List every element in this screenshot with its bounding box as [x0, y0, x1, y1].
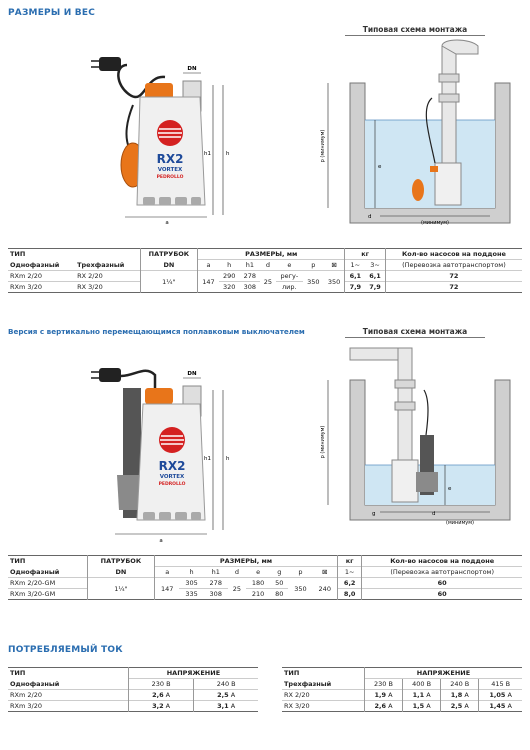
t2-r1-single: RXm 2/20-GM — [8, 578, 87, 589]
pump2-maker-text: PEDROLLO — [158, 482, 186, 487]
t2-col-h1: h1 — [204, 567, 228, 578]
t2-r2-kg1: 8,0 — [338, 589, 362, 600]
schema-title-divider-1 — [345, 35, 485, 36]
c2-r1-v3: 1,05 — [489, 691, 506, 699]
c2-r2-u3: A — [507, 702, 512, 710]
pump-brand-text: RX2 — [156, 152, 184, 166]
schema1-min-label: (минимум) — [421, 220, 449, 226]
c2-r1-u0: A — [388, 691, 393, 699]
dim2-h1-label: h1 — [204, 456, 211, 462]
t1-r1-single: RXm 2/20 — [8, 271, 75, 282]
dim-h-label: h — [226, 151, 230, 157]
th-col-p: p — [303, 260, 324, 271]
c2-r1-u2: A — [464, 691, 469, 699]
pump2-brand-text: RX2 — [158, 459, 186, 473]
th-count: Кол-во насосов на поддоне — [385, 249, 522, 260]
dimensions-table-1 — [8, 248, 522, 293]
current-table-three — [282, 667, 522, 712]
t1-e-value-1: регу- — [276, 271, 303, 282]
schema2-min-label: (минимум) — [446, 520, 474, 526]
schema2-e-label: e — [448, 486, 452, 492]
t2-r2-g: 80 — [270, 589, 288, 600]
t1-r1-three: RX 2/20 — [75, 271, 140, 282]
c2-v3: 415 В — [479, 679, 522, 690]
c1-r2-u1: A — [230, 702, 236, 710]
t1-r2-count: 72 — [385, 282, 522, 293]
dim2-h-label: h — [226, 456, 230, 462]
t2-r1-kg1: 6,2 — [338, 578, 362, 589]
c1-v1: 240 В — [194, 679, 258, 690]
t1-r1-count: 72 — [385, 271, 522, 282]
pump-drawing-1 — [85, 45, 235, 225]
t1-r1-kg3: 6,1 — [365, 271, 385, 282]
pump-maker-text: PEDROLLO — [156, 175, 184, 180]
c1-r1-u1: A — [230, 691, 236, 699]
c2-r2-v3: 1,45 — [489, 702, 506, 710]
t2-dn-value: 1¼" — [87, 578, 154, 600]
t2-r2-h1: 308 — [204, 589, 228, 600]
t1-r2-kg3: 7,9 — [365, 282, 385, 293]
t2-d-value: 25 — [228, 578, 246, 600]
t2-a-value: 147 — [154, 578, 179, 600]
c1-r1-v1: 2,5 — [217, 691, 229, 699]
t1-dn-value: 1¼" — [140, 271, 197, 293]
c2-r1-v1: 1,1 — [412, 691, 425, 699]
th-col-x: ⊠ — [324, 260, 345, 271]
t1-r2-kg1: 7,9 — [345, 282, 365, 293]
t2-col-x: ⊠ — [313, 567, 338, 578]
t2-th-branch: ПАТРУБОК — [87, 556, 154, 567]
th-type: ТИП — [10, 250, 26, 259]
schema1-p-label: p (минимум) — [320, 129, 326, 163]
t1-e-value-2: лир. — [276, 282, 303, 293]
c2-th-phase: Трехфазный — [284, 679, 332, 688]
install-schema-2 — [320, 340, 520, 530]
th-branch: ПАТРУБОК — [140, 249, 197, 260]
c1-th-voltage: НАПРЯЖЕНИЕ — [128, 668, 258, 679]
schema-title-1: Типовая схема монтажа — [362, 25, 468, 34]
t2-r2-single: RXm 3/20-GM — [8, 589, 87, 600]
c1-v0: 230 В — [128, 679, 193, 690]
t1-r2-h: 320 — [219, 282, 240, 293]
dim2-a-label: a — [159, 538, 163, 544]
pump2-model-text: VORTEX — [159, 474, 185, 480]
c1-r2-v1: 3,1 — [217, 702, 229, 710]
c2-v0: 230 В — [364, 679, 402, 690]
schema1-e-label: e — [378, 164, 382, 170]
t1-x-value: 350 — [324, 271, 345, 293]
th-kg: кг — [345, 249, 385, 260]
th-transport: (Перевозка автотранспортом) — [385, 260, 522, 271]
t2-r1-g: 50 — [270, 578, 288, 589]
t2-th-kg: кг — [338, 556, 362, 567]
dim-a-label: a — [165, 220, 169, 225]
install-schema-1 — [320, 38, 520, 228]
dimensions-table-2 — [8, 555, 522, 600]
c2-r2-v0: 2,6 — [374, 702, 386, 710]
t2-r2-h: 335 — [179, 589, 203, 600]
t2-col-a: a — [154, 567, 179, 578]
c2-r1-u1: A — [426, 691, 431, 699]
dim-dn-label: DN — [187, 66, 197, 72]
th-col-a: a — [198, 260, 219, 271]
t2-col-d: d — [228, 567, 246, 578]
schema-title-2: Типовая схема монтажа — [362, 327, 468, 336]
schema-title-divider-2 — [345, 337, 485, 338]
t1-p-value: 350 — [303, 271, 324, 293]
c2-v1: 400 В — [403, 679, 441, 690]
c2-r1-v0: 1,9 — [374, 691, 386, 699]
t1-a-value: 147 — [198, 271, 219, 293]
th-single: Однофазный — [10, 260, 60, 269]
c2-r1-u3: A — [507, 691, 512, 699]
c1-r2-v0: 3,2 — [152, 702, 164, 710]
c1-r2-type: RXm 3/20 — [8, 701, 128, 712]
c1-r1-v0: 2,6 — [152, 691, 164, 699]
schema1-d-label: d — [368, 214, 372, 220]
th-dims: РАЗМЕРЫ, мм — [198, 249, 345, 260]
c2-r1-v2: 1,8 — [450, 691, 463, 699]
t1-r2-three: RX 3/20 — [75, 282, 140, 293]
c2-th-voltage: НАПРЯЖЕНИЕ — [364, 668, 522, 679]
t2-col-e: e — [246, 567, 270, 578]
th-col-h: h — [219, 260, 240, 271]
c2-th-type: ТИП — [284, 669, 300, 678]
pump-model-text: VORTEX — [157, 167, 183, 173]
t2-th-single: Однофазный — [10, 567, 60, 576]
current-table-single — [8, 667, 258, 712]
c2-r2-v2: 2,5 — [450, 702, 463, 710]
t2-r2-count: 60 — [362, 589, 522, 600]
c1-th-type: ТИП — [10, 669, 26, 678]
th-kg1: 1~ — [345, 260, 365, 271]
pump-drawing-2 — [85, 360, 235, 545]
c1-th-phase: Однофазный — [10, 679, 60, 688]
c1-r1-type: RXm 2/20 — [8, 690, 128, 701]
t2-th-count: Кол-во насосов на поддоне — [362, 556, 522, 567]
c1-r2-u0: A — [165, 702, 171, 710]
t2-r1-e: 180 — [246, 578, 270, 589]
t2-r2-e: 210 — [246, 589, 270, 600]
c2-v2: 240 В — [441, 679, 479, 690]
t2-col-p: p — [288, 567, 312, 578]
t2-x-value: 240 — [313, 578, 338, 600]
t1-d-value: 25 — [260, 271, 275, 293]
c2-r2-v1: 1,5 — [412, 702, 425, 710]
t2-col-g: g — [270, 567, 288, 578]
t2-th-type: ТИП — [10, 557, 26, 566]
section-title-dimensions: РАЗМЕРЫ И ВЕС — [8, 8, 95, 18]
t2-th-dims: РАЗМЕРЫ, мм — [154, 556, 337, 567]
th-col-e: e — [276, 260, 303, 271]
t1-r2-h1: 308 — [240, 282, 261, 293]
t1-r1-kg1: 6,1 — [345, 271, 365, 282]
section-title-gm-version: Версия с вертикально перемещающимся поплавковым выключателем — [8, 327, 305, 336]
th-kg3: 3~ — [365, 260, 385, 271]
th-three: Трехфазный — [77, 260, 125, 269]
t2-r1-h: 305 — [179, 578, 203, 589]
schema2-p-label: p (минимум) — [320, 425, 326, 459]
c2-r2-u1: A — [426, 702, 431, 710]
t1-r1-h1: 278 — [240, 271, 261, 282]
dim-h1-label: h1 — [204, 151, 211, 157]
c2-r2-u2: A — [464, 702, 469, 710]
dim2-dn-label: DN — [187, 371, 197, 377]
th-dn: DN — [140, 260, 197, 271]
t2-th-transport: (Перевозка автотранспортом) — [362, 567, 522, 578]
th-col-h1: h1 — [240, 260, 261, 271]
c2-r1-type: RX 2/20 — [282, 690, 364, 701]
schema2-g-label: g — [372, 511, 376, 517]
t2-th-kg1: 1~ — [338, 567, 362, 578]
t2-col-h: h — [179, 567, 203, 578]
t2-p-value: 350 — [288, 578, 312, 600]
section-title-current: ПОТРЕБЛЯЕМЫЙ ТОК — [8, 645, 123, 655]
c2-r2-u0: A — [388, 702, 393, 710]
th-col-d: d — [260, 260, 275, 271]
t2-th-dn: DN — [87, 567, 154, 578]
t2-r1-h1: 278 — [204, 578, 228, 589]
c2-r2-type: RX 3/20 — [282, 701, 364, 712]
t2-r1-count: 60 — [362, 578, 522, 589]
c1-r1-u0: A — [165, 691, 171, 699]
t1-r1-h: 290 — [219, 271, 240, 282]
t1-r2-single: RXm 3/20 — [8, 282, 75, 293]
schema2-d-label: d — [432, 511, 436, 517]
